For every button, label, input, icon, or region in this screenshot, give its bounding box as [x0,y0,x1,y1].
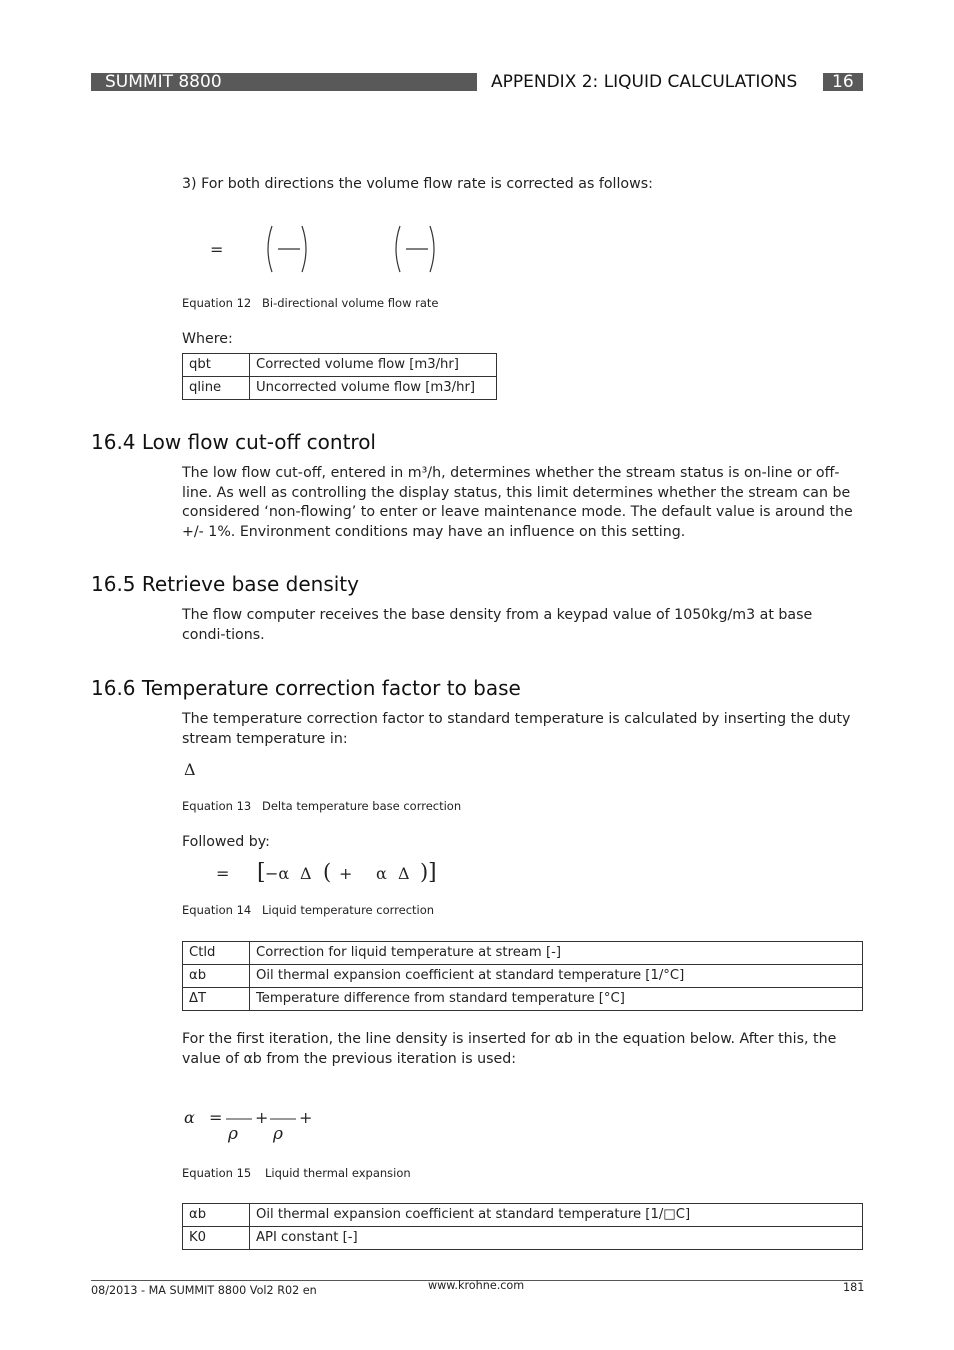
symbol-cell: qbt [183,354,250,377]
eq14-delta-1: Δ [300,864,312,883]
section-title-16-6: 16.6 Temperature correction factor to base [91,676,521,700]
eq14-caption-text: Liquid temperature correction [262,903,435,917]
eq12-caption [182,296,439,310]
eq14-caption [182,903,434,917]
eq15-alpha: α [184,1108,195,1127]
description-cell: Oil thermal expansion coefficient at standard temperature [1/□C] [250,1204,863,1227]
eq14-paren-open: ( [323,860,332,884]
intro-text: 3) For both directions the volume flow rate is corrected as follows: [182,176,653,192]
section-body-16-4: The low flow cut-off, entered in m³/h, determines whether the stream status is on-line or off-line. As well as controlling the display status, this limit determines whether the stream can be considered ‘non-flowing’ to enter or leave maintenance mode. The default value is around the +/- 1%. Environment conditions may have an influence on this setting. [182,465,853,540]
header-product: SUMMIT 8800 [105,72,222,92]
eq14-alpha: α [376,864,387,883]
eq12-fraction-1 [262,222,312,276]
eq14-delta-2: Δ [398,864,410,883]
footer-url[interactable]: www.krohne.com [428,1279,525,1292]
eq13-caption [182,799,461,813]
eq15-caption-text: Liquid thermal expansion [265,1166,411,1180]
table-row [183,1227,863,1250]
symbol-cell: αb [183,965,250,988]
eq15-equals: = [209,1108,223,1127]
eq15-caption [182,1166,411,1180]
eq15-label: Equation 15 [182,1166,252,1180]
table-row [183,988,863,1011]
section-body-16-5: The flow computer receives the base density from a keypad value of 1050kg/m3 at base condi-tions. [182,607,813,643]
eq12-equals: = [210,240,224,259]
header-section: APPENDIX 2: LIQUID CALCULATIONS [491,72,798,92]
table-row [183,942,863,965]
symbol-cell: qline [183,377,250,400]
table-temperature-definitions [182,941,863,1011]
eq15-plus-1: + [255,1108,269,1127]
table-row [183,1204,863,1227]
section-title-16-4: 16.4 Low flow cut-off control [91,430,376,454]
eq15-plus-2: + [299,1108,313,1127]
description-cell: Temperature difference from standard temperature [°C] [250,988,863,1011]
table-expansion-definitions [182,1203,863,1250]
footer-page-number: 181 [843,1281,865,1294]
table-row [183,354,497,377]
table-flow-definitions [182,353,497,400]
header-chapter: 16 [832,72,854,92]
eq12-label: Equation 12 [182,296,252,310]
description-cell: Corrected volume flow [m3/hr] [250,354,497,377]
followed-by-label: Followed by: [182,834,270,850]
table-row [183,965,863,988]
section-title-16-5: 16.5 Retrieve base density [91,572,359,596]
section-body-16-6: The temperature correction factor to standard temperature is calculated by inserting the duty stream temperature in: [182,711,851,747]
eq13-delta: Δ [184,760,196,779]
description-cell: API constant [-] [250,1227,863,1250]
symbol-cell: ΔT [183,988,250,1011]
description-cell: Oil thermal expansion coefficient at standard temperature [1/°C] [250,965,863,988]
eq14-bracket-close: ] [428,860,437,885]
eq13-caption-text: Delta temperature base correction [262,799,462,813]
eq14-equals: = [216,864,230,883]
iteration-text: For the first iteration, the line density is inserted for αb in the equation below. After this, the value of αb from the previous iteration is used: [182,1031,837,1067]
eq14-bracket-open: [ [257,860,266,885]
footer-doc-id: 08/2013 - MA SUMMIT 8800 Vol2 R02 en [91,1284,317,1297]
eq14-minus-alpha: −α [265,864,290,883]
symbol-cell: Ctld [183,942,250,965]
eq15-rho-1: ρ [228,1124,238,1144]
description-cell: Uncorrected volume flow [m3/hr] [250,377,497,400]
description-cell: Correction for liquid temperature at stream [-] [250,942,863,965]
eq14-paren-close: ) [420,860,429,884]
table-row [183,377,497,400]
symbol-cell: K0 [183,1227,250,1250]
eq12-fraction-2 [390,222,440,276]
eq15-rho-2: ρ [273,1124,283,1144]
eq13-label: Equation 13 [182,799,252,813]
symbol-cell: αb [183,1204,250,1227]
eq14-plus: + [339,864,353,883]
where-label: Where: [182,331,233,347]
eq14-label: Equation 14 [182,903,252,917]
eq12-caption-text: Bi-directional volume flow rate [262,296,439,310]
